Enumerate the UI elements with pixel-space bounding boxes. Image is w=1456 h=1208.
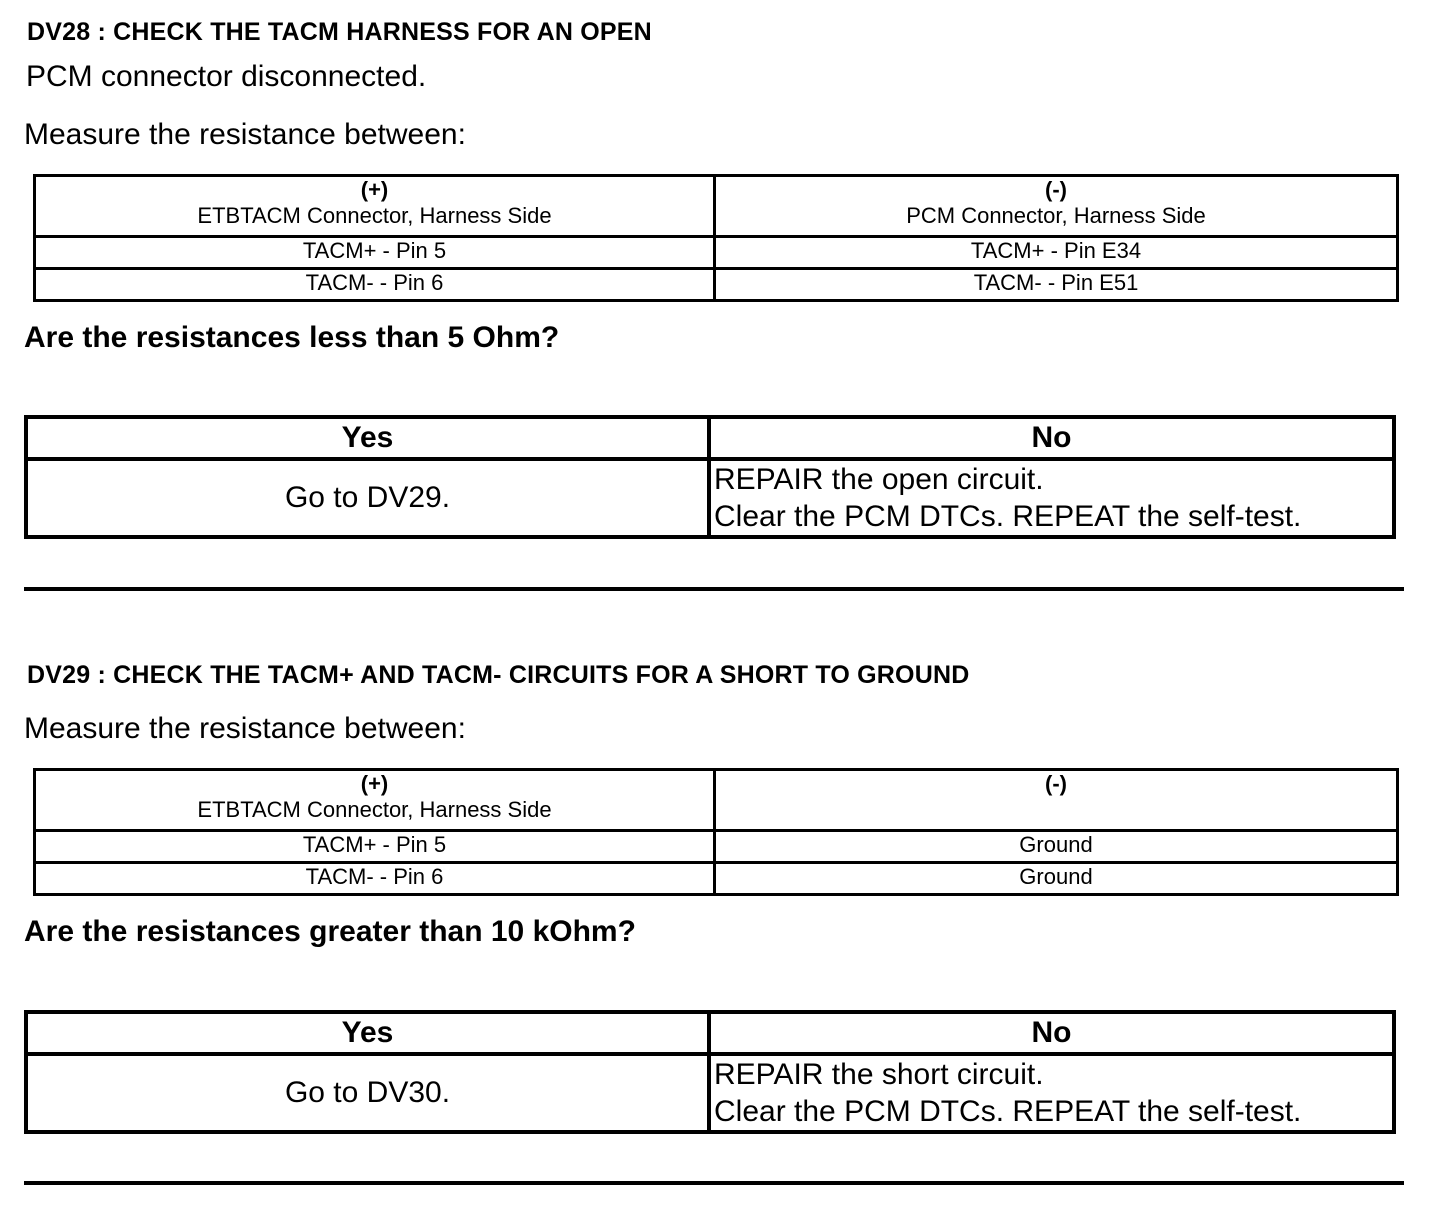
dv29-measurement-table: [33, 768, 1399, 896]
dv29-question: Are the resistances greater than 10 kOhm?: [24, 915, 636, 948]
no-action-cell: [709, 459, 1394, 537]
dv28-question: Are the resistances less than 5 Ohm?: [24, 321, 560, 354]
dv28-precondition: PCM connector disconnected.: [26, 60, 427, 93]
plus-header-cell: [35, 770, 715, 831]
minus-cell: TACM- - Pin E51: [715, 269, 1398, 301]
dv28-instruction: Measure the resistance between:: [24, 118, 466, 151]
dv28-result-table: [24, 415, 1396, 539]
table-row: [35, 237, 1398, 269]
plus-cell: TACM- - Pin 6: [35, 863, 715, 895]
no-action-line: Clear the PCM DTCs. REPEAT the self-test.: [714, 1095, 1302, 1128]
yes-header: Yes: [26, 417, 709, 459]
minus-header-cell: [715, 770, 1398, 831]
yes-header: Yes: [26, 1012, 709, 1054]
dv29-instruction: Measure the resistance between:: [24, 712, 466, 745]
dv28-measurement-table: [33, 174, 1399, 302]
no-action-line: REPAIR the short circuit.: [714, 1058, 1044, 1091]
plus-cell: TACM+ - Pin 5: [35, 831, 715, 863]
result-header-row: [26, 417, 1394, 459]
section-divider: [24, 587, 1404, 591]
minus-sign: (-): [1045, 771, 1067, 796]
yes-action: Go to DV30.: [26, 1054, 709, 1132]
dv29-title: DV29 : CHECK THE TACM+ AND TACM- CIRCUITS FOR A SHORT TO GROUND: [27, 661, 970, 689]
table-row: [35, 831, 1398, 863]
minus-header-label: PCM Connector, Harness Side: [906, 203, 1206, 228]
plus-header-label: ETBTACM Connector, Harness Side: [197, 797, 552, 822]
minus-sign: (-): [1045, 177, 1067, 202]
no-action-cell: [709, 1054, 1394, 1132]
plus-cell: TACM+ - Pin 5: [35, 237, 715, 269]
result-row: [26, 459, 1394, 537]
result-header-row: [26, 1012, 1394, 1054]
yes-action: Go to DV29.: [26, 459, 709, 537]
no-action-line: Clear the PCM DTCs. REPEAT the self-test.: [714, 500, 1302, 533]
plus-cell: TACM- - Pin 6: [35, 269, 715, 301]
table-row: [35, 863, 1398, 895]
plus-header-label: ETBTACM Connector, Harness Side: [197, 203, 552, 228]
no-header: No: [709, 1012, 1394, 1054]
minus-cell: Ground: [715, 831, 1398, 863]
minus-header-cell: [715, 176, 1398, 237]
plus-sign: (+): [360, 771, 389, 796]
section-divider: [24, 1181, 1404, 1185]
result-row: [26, 1054, 1394, 1132]
minus-cell: TACM+ - Pin E34: [715, 237, 1398, 269]
table-header-row: [35, 176, 1398, 237]
table-row: [35, 269, 1398, 301]
dv29-result-table: [24, 1010, 1396, 1134]
dv28-title: DV28 : CHECK THE TACM HARNESS FOR AN OPEN: [27, 18, 652, 46]
no-header: No: [709, 417, 1394, 459]
no-action-line: REPAIR the open circuit.: [714, 463, 1044, 496]
table-header-row: [35, 770, 1398, 831]
minus-cell: Ground: [715, 863, 1398, 895]
plus-sign: (+): [360, 177, 389, 202]
plus-header-cell: [35, 176, 715, 237]
